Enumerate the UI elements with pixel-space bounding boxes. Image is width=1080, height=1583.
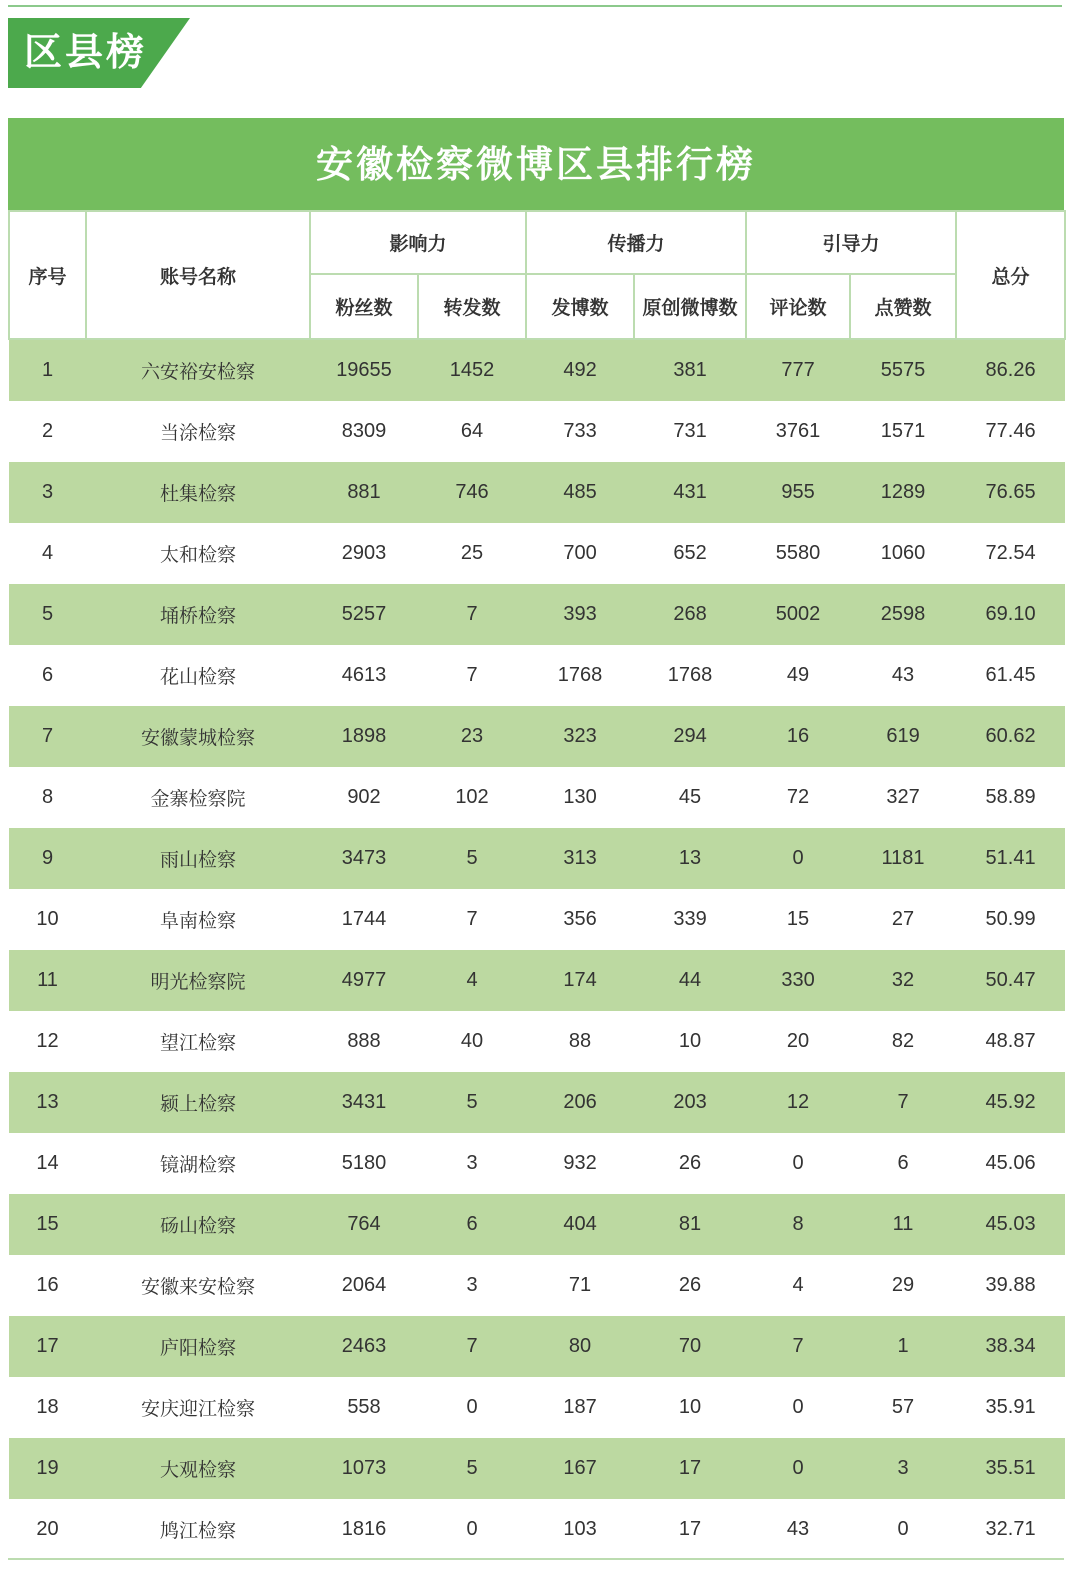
cell-original-posts: 45: [634, 767, 746, 828]
cell-comments: 4: [746, 1255, 850, 1316]
cell-posts: 80: [526, 1316, 634, 1377]
cell-followers: 5180: [310, 1133, 418, 1194]
cell-original-posts: 268: [634, 584, 746, 645]
cell-likes: 27: [850, 889, 956, 950]
header-group-guidance: 引导力: [746, 211, 956, 274]
cell-likes: 29: [850, 1255, 956, 1316]
cell-likes: 32: [850, 950, 956, 1011]
cell-original-posts: 294: [634, 706, 746, 767]
cell-followers: 5257: [310, 584, 418, 645]
cell-posts: 733: [526, 401, 634, 462]
cell-rank: 17: [9, 1316, 86, 1377]
cell-rank: 16: [9, 1255, 86, 1316]
header-group-spread: 传播力: [526, 211, 746, 274]
cell-likes: 5575: [850, 339, 956, 401]
cell-reposts: 4: [418, 950, 526, 1011]
cell-rank: 15: [9, 1194, 86, 1255]
table-row: [9, 950, 1065, 1011]
cell-comments: 16: [746, 706, 850, 767]
cell-total-score: 61.45: [956, 645, 1065, 706]
header-total-score: 总分: [956, 211, 1065, 339]
table-row: [9, 339, 1065, 401]
table-body: [9, 339, 1065, 1560]
cell-comments: 955: [746, 462, 850, 523]
cell-comments: 8: [746, 1194, 850, 1255]
cell-likes: 1: [850, 1316, 956, 1377]
header-original-posts: 原创微博数: [634, 274, 746, 339]
table-row: [9, 645, 1065, 706]
cell-total-score: 58.89: [956, 767, 1065, 828]
cell-account-name: 镜湖检察: [86, 1133, 310, 1194]
cell-comments: 0: [746, 1377, 850, 1438]
cell-followers: 2064: [310, 1255, 418, 1316]
cell-rank: 18: [9, 1377, 86, 1438]
cell-comments: 5002: [746, 584, 850, 645]
cell-reposts: 7: [418, 889, 526, 950]
cell-comments: 12: [746, 1072, 850, 1133]
cell-total-score: 45.92: [956, 1072, 1065, 1133]
cell-followers: 1898: [310, 706, 418, 767]
cell-rank: 6: [9, 645, 86, 706]
cell-posts: 206: [526, 1072, 634, 1133]
cell-original-posts: 652: [634, 523, 746, 584]
header-rank: 序号: [9, 211, 86, 339]
cell-reposts: 5: [418, 1438, 526, 1499]
header-likes: 点赞数: [850, 274, 956, 339]
cell-reposts: 0: [418, 1377, 526, 1438]
cell-reposts: 1452: [418, 339, 526, 401]
cell-rank: 12: [9, 1011, 86, 1072]
table-row: [9, 1377, 1065, 1438]
cell-comments: 777: [746, 339, 850, 401]
cell-posts: 700: [526, 523, 634, 584]
cell-reposts: 7: [418, 1316, 526, 1377]
cell-total-score: 50.99: [956, 889, 1065, 950]
cell-likes: 0: [850, 1499, 956, 1560]
cell-account-name: 杜集检察: [86, 462, 310, 523]
cell-reposts: 5: [418, 1072, 526, 1133]
cell-reposts: 102: [418, 767, 526, 828]
cell-total-score: 86.26: [956, 339, 1065, 401]
cell-comments: 43: [746, 1499, 850, 1560]
cell-comments: 3761: [746, 401, 850, 462]
cell-reposts: 23: [418, 706, 526, 767]
cell-posts: 174: [526, 950, 634, 1011]
table-row: [9, 1438, 1065, 1499]
cell-rank: 14: [9, 1133, 86, 1194]
cell-account-name: 明光检察院: [86, 950, 310, 1011]
cell-account-name: 望江检察: [86, 1011, 310, 1072]
cell-total-score: 48.87: [956, 1011, 1065, 1072]
cell-likes: 1060: [850, 523, 956, 584]
cell-posts: 393: [526, 584, 634, 645]
cell-reposts: 3: [418, 1133, 526, 1194]
cell-posts: 492: [526, 339, 634, 401]
cell-comments: 0: [746, 1438, 850, 1499]
cell-posts: 187: [526, 1377, 634, 1438]
bottom-divider: [8, 1558, 1064, 1560]
cell-original-posts: 26: [634, 1133, 746, 1194]
cell-account-name: 颍上检察: [86, 1072, 310, 1133]
table-title: 安徽检察微博区县排行榜: [8, 118, 1064, 210]
table-row: [9, 767, 1065, 828]
cell-comments: 5580: [746, 523, 850, 584]
cell-followers: 8309: [310, 401, 418, 462]
cell-posts: 1768: [526, 645, 634, 706]
cell-posts: 313: [526, 828, 634, 889]
cell-followers: 4613: [310, 645, 418, 706]
cell-rank: 7: [9, 706, 86, 767]
cell-reposts: 64: [418, 401, 526, 462]
cell-posts: 130: [526, 767, 634, 828]
cell-account-name: 安徽来安检察: [86, 1255, 310, 1316]
cell-followers: 888: [310, 1011, 418, 1072]
cell-total-score: 35.51: [956, 1438, 1065, 1499]
cell-account-name: 庐阳检察: [86, 1316, 310, 1377]
cell-total-score: 50.47: [956, 950, 1065, 1011]
cell-likes: 3: [850, 1438, 956, 1499]
table-row: [9, 1316, 1065, 1377]
cell-comments: 0: [746, 828, 850, 889]
cell-rank: 3: [9, 462, 86, 523]
table-row: [9, 401, 1065, 462]
cell-account-name: 花山检察: [86, 645, 310, 706]
cell-rank: 20: [9, 1499, 86, 1560]
cell-comments: 20: [746, 1011, 850, 1072]
cell-rank: 5: [9, 584, 86, 645]
cell-followers: 3473: [310, 828, 418, 889]
cell-likes: 6: [850, 1133, 956, 1194]
cell-reposts: 0: [418, 1499, 526, 1560]
cell-comments: 49: [746, 645, 850, 706]
cell-posts: 404: [526, 1194, 634, 1255]
cell-rank: 19: [9, 1438, 86, 1499]
table-row: [9, 1499, 1065, 1560]
cell-rank: 10: [9, 889, 86, 950]
cell-account-name: 鸠江检察: [86, 1499, 310, 1560]
cell-comments: 15: [746, 889, 850, 950]
cell-original-posts: 70: [634, 1316, 746, 1377]
cell-followers: 902: [310, 767, 418, 828]
cell-likes: 2598: [850, 584, 956, 645]
cell-account-name: 埇桥检察: [86, 584, 310, 645]
cell-likes: 43: [850, 645, 956, 706]
cell-total-score: 77.46: [956, 401, 1065, 462]
cell-followers: 1073: [310, 1438, 418, 1499]
top-divider: [8, 5, 1062, 7]
ranking-table: [8, 210, 1066, 1560]
cell-original-posts: 339: [634, 889, 746, 950]
header-group-influence: 影响力: [310, 211, 526, 274]
cell-total-score: 60.62: [956, 706, 1065, 767]
cell-original-posts: 44: [634, 950, 746, 1011]
cell-posts: 167: [526, 1438, 634, 1499]
cell-account-name: 安徽蒙城检察: [86, 706, 310, 767]
header-posts: 发博数: [526, 274, 634, 339]
cell-comments: 0: [746, 1133, 850, 1194]
cell-likes: 619: [850, 706, 956, 767]
cell-account-name: 雨山检察: [86, 828, 310, 889]
cell-followers: 764: [310, 1194, 418, 1255]
cell-rank: 2: [9, 401, 86, 462]
cell-posts: 485: [526, 462, 634, 523]
cell-total-score: 72.54: [956, 523, 1065, 584]
cell-account-name: 阜南检察: [86, 889, 310, 950]
cell-followers: 1744: [310, 889, 418, 950]
cell-reposts: 6: [418, 1194, 526, 1255]
cell-rank: 1: [9, 339, 86, 401]
cell-followers: 1816: [310, 1499, 418, 1560]
cell-account-name: 当涂检察: [86, 401, 310, 462]
cell-followers: 4977: [310, 950, 418, 1011]
cell-posts: 323: [526, 706, 634, 767]
cell-likes: 1181: [850, 828, 956, 889]
table-row: [9, 1072, 1065, 1133]
cell-likes: 1571: [850, 401, 956, 462]
cell-total-score: 76.65: [956, 462, 1065, 523]
cell-account-name: 安庆迎江检察: [86, 1377, 310, 1438]
cell-followers: 881: [310, 462, 418, 523]
cell-likes: 82: [850, 1011, 956, 1072]
cell-comments: 330: [746, 950, 850, 1011]
cell-account-name: 六安裕安检察: [86, 339, 310, 401]
cell-original-posts: 431: [634, 462, 746, 523]
cell-reposts: 40: [418, 1011, 526, 1072]
cell-reposts: 746: [418, 462, 526, 523]
cell-reposts: 7: [418, 645, 526, 706]
cell-rank: 8: [9, 767, 86, 828]
cell-reposts: 25: [418, 523, 526, 584]
table-row: [9, 706, 1065, 767]
header-reposts: 转发数: [418, 274, 526, 339]
cell-original-posts: 381: [634, 339, 746, 401]
cell-total-score: 35.91: [956, 1377, 1065, 1438]
cell-account-name: 太和检察: [86, 523, 310, 584]
table-row: [9, 889, 1065, 950]
cell-followers: 2903: [310, 523, 418, 584]
cell-likes: 327: [850, 767, 956, 828]
cell-rank: 11: [9, 950, 86, 1011]
cell-original-posts: 17: [634, 1499, 746, 1560]
cell-likes: 11: [850, 1194, 956, 1255]
cell-account-name: 金寨检察院: [86, 767, 310, 828]
cell-original-posts: 1768: [634, 645, 746, 706]
header-account-name: 账号名称: [86, 211, 310, 339]
cell-rank: 9: [9, 828, 86, 889]
cell-original-posts: 26: [634, 1255, 746, 1316]
cell-original-posts: 81: [634, 1194, 746, 1255]
table-row: [9, 1133, 1065, 1194]
cell-total-score: 39.88: [956, 1255, 1065, 1316]
cell-followers: 3431: [310, 1072, 418, 1133]
cell-posts: 103: [526, 1499, 634, 1560]
section-tag-label: 区县榜: [24, 30, 148, 74]
cell-reposts: 3: [418, 1255, 526, 1316]
cell-total-score: 51.41: [956, 828, 1065, 889]
header-followers: 粉丝数: [310, 274, 418, 339]
table-row: [9, 828, 1065, 889]
cell-followers: 558: [310, 1377, 418, 1438]
cell-total-score: 38.34: [956, 1316, 1065, 1377]
cell-total-score: 45.06: [956, 1133, 1065, 1194]
cell-original-posts: 17: [634, 1438, 746, 1499]
cell-reposts: 5: [418, 828, 526, 889]
cell-likes: 7: [850, 1072, 956, 1133]
cell-rank: 4: [9, 523, 86, 584]
cell-comments: 72: [746, 767, 850, 828]
cell-posts: 71: [526, 1255, 634, 1316]
cell-comments: 7: [746, 1316, 850, 1377]
table-row: [9, 462, 1065, 523]
cell-reposts: 7: [418, 584, 526, 645]
cell-original-posts: 13: [634, 828, 746, 889]
cell-total-score: 32.71: [956, 1499, 1065, 1560]
table-row: [9, 1255, 1065, 1316]
cell-followers: 19655: [310, 339, 418, 401]
cell-original-posts: 203: [634, 1072, 746, 1133]
cell-account-name: 大观检察: [86, 1438, 310, 1499]
cell-account-name: 砀山检察: [86, 1194, 310, 1255]
cell-posts: 88: [526, 1011, 634, 1072]
table-row: [9, 1194, 1065, 1255]
table-row: [9, 1011, 1065, 1072]
cell-total-score: 69.10: [956, 584, 1065, 645]
cell-posts: 932: [526, 1133, 634, 1194]
cell-original-posts: 10: [634, 1377, 746, 1438]
header-comments: 评论数: [746, 274, 850, 339]
cell-total-score: 45.03: [956, 1194, 1065, 1255]
table-row: [9, 584, 1065, 645]
cell-posts: 356: [526, 889, 634, 950]
cell-original-posts: 10: [634, 1011, 746, 1072]
table-row: [9, 523, 1065, 584]
cell-likes: 1289: [850, 462, 956, 523]
cell-original-posts: 731: [634, 401, 746, 462]
cell-followers: 2463: [310, 1316, 418, 1377]
cell-rank: 13: [9, 1072, 86, 1133]
cell-likes: 57: [850, 1377, 956, 1438]
